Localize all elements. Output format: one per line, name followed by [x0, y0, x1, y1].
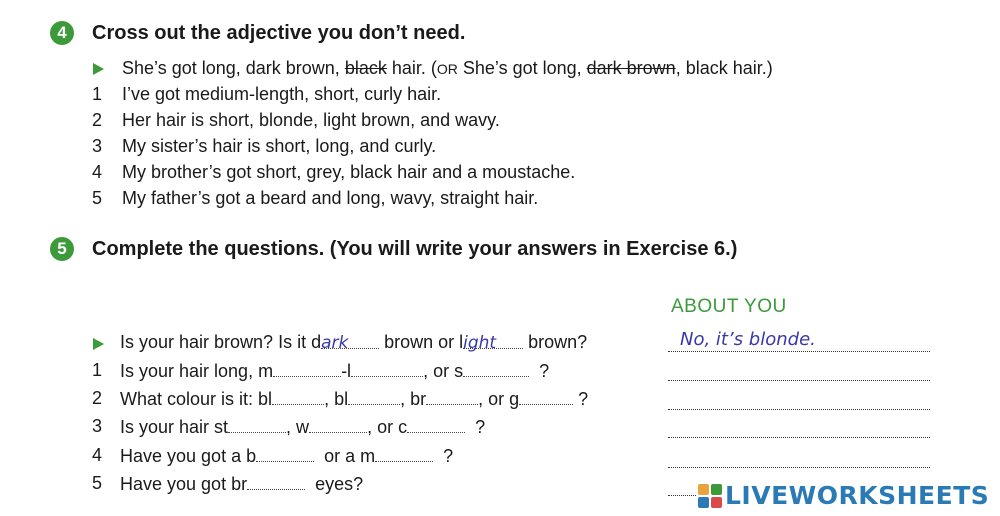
answer-blank[interactable]: [351, 360, 423, 377]
item-number: 1: [92, 360, 103, 380]
about-you-heading: ABOUT YOU: [671, 296, 787, 317]
example-text: hair. (: [386, 58, 437, 78]
answer-blank[interactable]: [309, 416, 367, 433]
exercise-5-question: [120, 360, 549, 382]
answer-blank[interactable]: [247, 473, 305, 490]
question-text: Is your hair long, m: [120, 361, 274, 381]
exercise-4-item[interactable]: I’ve got medium-length, short, curly hair.: [122, 84, 442, 104]
example-arrow-icon: [93, 63, 104, 75]
about-you-answer-line[interactable]: [668, 467, 930, 468]
liveworksheets-logo-icon: [698, 484, 722, 508]
item-number: 3: [92, 416, 103, 436]
logo-text: LIVEWORKSHEETS: [725, 481, 990, 510]
question-text: What colour is it: bl: [120, 389, 273, 409]
item-number: 2: [92, 388, 103, 408]
crossed-word: black: [344, 58, 387, 78]
answer-blank[interactable]: [426, 388, 478, 405]
crossed-word: dark brown: [586, 58, 676, 78]
question-text: Have you got a b: [120, 446, 257, 466]
item-number: 1: [92, 84, 103, 104]
question-text: Is your hair st: [120, 417, 229, 437]
question-text: ?: [475, 417, 486, 437]
answer-blank[interactable]: [272, 388, 324, 405]
exercise-4-item[interactable]: My sister’s hair is short, long, and curly.: [122, 136, 437, 156]
answer-blank[interactable]: [228, 416, 286, 433]
exercise-4-badge: 4: [50, 21, 74, 45]
exercise-4-item[interactable]: Her hair is short, blonde, light brown, and wavy.: [122, 110, 500, 130]
example-text: , black hair.): [675, 58, 773, 78]
or-label: OR: [436, 61, 458, 77]
item-number: 4: [92, 162, 103, 182]
question-text: ?: [578, 389, 589, 409]
exercise-4-title: Cross out the adjective you don’t need.: [92, 22, 466, 44]
question-text: ?: [539, 361, 550, 381]
answer-blank[interactable]: [463, 332, 523, 353]
about-you-answer-line[interactable]: [668, 409, 930, 410]
handwritten-answer: ight: [463, 333, 497, 353]
answer-blank[interactable]: [519, 388, 573, 405]
about-you-answer-line[interactable]: [668, 380, 930, 381]
question-text: -l: [341, 361, 352, 381]
answer-blank[interactable]: [375, 445, 433, 462]
example-text: She’s got long, dark brown,: [122, 58, 345, 78]
example-arrow-icon: [93, 338, 104, 350]
item-number: 5: [92, 188, 103, 208]
exercise-5-badge: 5: [50, 237, 74, 261]
question-text: , or s: [423, 361, 464, 381]
about-you-answer-line[interactable]: [668, 351, 930, 352]
question-text: , or g: [478, 389, 520, 409]
exercise-4-item[interactable]: My brother’s got short, grey, black hair and a moustache.: [122, 162, 576, 182]
exercise-5-question: [120, 445, 453, 467]
question-text: Have you got br: [120, 474, 248, 494]
answer-blank[interactable]: [256, 445, 314, 462]
question-text: , or c: [367, 417, 408, 437]
question-text: Is your hair brown? Is it d: [120, 332, 322, 352]
exercise-5-title: Complete the questions. (You will write your answers in Exercise 6.): [92, 238, 738, 260]
exercise-4-example: [122, 58, 773, 79]
question-text: brown or l: [379, 332, 464, 352]
question-text: ?: [443, 446, 454, 466]
item-number: 3: [92, 136, 103, 156]
handwritten-answer: ark: [321, 333, 349, 353]
question-text: , w: [286, 417, 310, 437]
question-text: , br: [400, 389, 427, 409]
answer-blank[interactable]: [321, 332, 379, 353]
question-text: brown?: [523, 332, 588, 352]
exercise-5-question: [120, 416, 485, 438]
answer-blank[interactable]: [463, 360, 529, 377]
exercise-5-question: [120, 388, 588, 410]
item-number: 2: [92, 110, 103, 130]
liveworksheets-logo[interactable]: [698, 481, 989, 510]
question-text: , bl: [324, 389, 349, 409]
answer-blank[interactable]: [273, 360, 341, 377]
question-text: or a m: [324, 446, 376, 466]
exercise-4-item[interactable]: My father’s got a beard and long, wavy, straight hair.: [122, 188, 539, 208]
answer-blank[interactable]: [348, 388, 400, 405]
exercise-5-example: [120, 332, 587, 353]
about-you-example-answer: No, it’s blonde.: [680, 329, 816, 350]
about-you-answer-line[interactable]: [668, 495, 696, 496]
item-number: 4: [92, 445, 103, 465]
about-you-answer-line[interactable]: [668, 437, 930, 438]
exercise-5-question: [120, 473, 363, 495]
answer-blank[interactable]: [407, 416, 465, 433]
example-text: She’s got long,: [457, 58, 587, 78]
item-number: 5: [92, 473, 103, 493]
question-text: eyes?: [315, 474, 364, 494]
